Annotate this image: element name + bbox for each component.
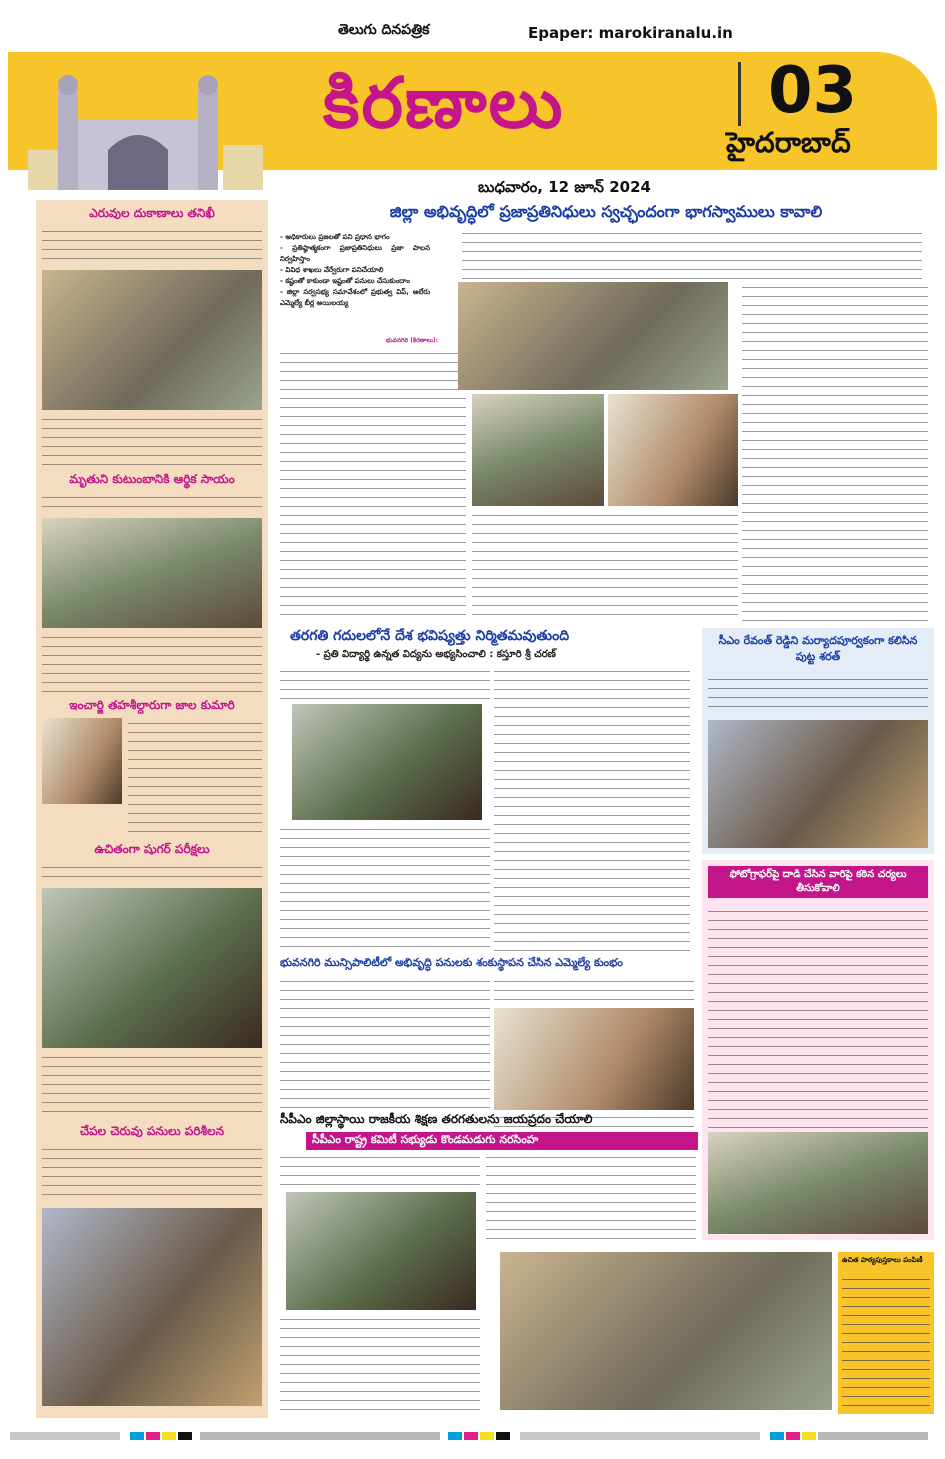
photo-anganwadi	[292, 704, 482, 820]
charminar-illustration	[28, 50, 268, 190]
photo-books-distribution	[500, 1252, 832, 1410]
bullet-item: - కష్టంతో కాకుండా ఇష్టంతో పనులు చేసుకుందాం	[280, 277, 410, 285]
left-column	[36, 200, 268, 1418]
article-text	[128, 718, 262, 838]
subhead-classroom: - ప్రతి విద్యార్థి ఉన్నత విద్యను అభ్యసించాలి : కస్తూరి శ్రీ చరణ్	[316, 649, 556, 660]
headline-fertilizer: ఎరువుల దుకాణాలు తనిఖీ	[89, 206, 215, 220]
paper-label: తెలుగు దినపత్రిక	[338, 22, 430, 38]
photo-meeting-stage	[458, 282, 728, 390]
issue-date: బుధవారం, 12 జూన్ 2024	[478, 178, 651, 196]
article-text	[280, 1314, 480, 1414]
bullet-item: - జిల్లా సర్వసభ్య సమావేశంలో ప్రభుత్వ విప్, ఆలేరు ఎమ్మెల్యే బీర్ల అయిలయ్య	[280, 288, 430, 307]
logo-wordmark: కిరణాలు	[323, 62, 565, 144]
article-text	[280, 666, 490, 700]
spacer	[434, 232, 448, 233]
epaper-url[interactable]: Epaper: marokiranalu.in	[528, 24, 733, 42]
article-text	[494, 666, 690, 952]
photo-revanth	[708, 720, 928, 848]
article-text	[280, 1152, 480, 1188]
article-text	[842, 1274, 930, 1408]
subhead-cpm: సీపీఎం రాష్ట్ర కమిటీ సభ్యుడు కొండమడుగు నరసింహ	[306, 1132, 698, 1150]
article-text	[462, 228, 922, 280]
headline-bhuvanagiri: భువనగిరి మున్సిపాలిటీలో అభివృద్ధి పనులకు శంకుస్థాపన చేసిన ఎమ్మెల్యే కుంభం	[280, 956, 623, 969]
bullet-item: - ప్రతిష్ఠాత్మకంగా ప్రజాప్రతినిధులు ప్రజా పాలన నిర్వహిస్తాం	[280, 244, 430, 263]
photo-family-aid	[42, 518, 262, 628]
sidebar-box-revanth	[702, 628, 934, 854]
main-column	[276, 200, 936, 1418]
article-text	[472, 510, 738, 622]
photo-meeting-audience	[608, 394, 738, 506]
headline-sugar-test: ఉచితంగా షుగర్ పరీక్షలు	[94, 842, 210, 856]
article-text	[280, 976, 490, 1110]
masthead-divider	[738, 62, 741, 126]
masthead	[8, 10, 937, 195]
article-text	[494, 976, 694, 1006]
headline-tahsildar: ఇంచార్జి తహశీల్దారుగా జాల కుమారి	[69, 698, 235, 712]
article-text	[742, 282, 928, 622]
edition-city: హైదరాబాద్	[726, 126, 851, 159]
headline-financial-aid: మృతుని కుటుంబానికి ఆర్థిక సాయం	[69, 472, 235, 486]
photo-sugar-test	[42, 888, 262, 1048]
article-text	[42, 632, 262, 694]
sidebar-box-textbooks	[838, 1252, 934, 1414]
photo-meeting-speaker	[472, 394, 604, 506]
photo-fertilizer-shop	[42, 270, 262, 410]
article-text	[42, 1144, 262, 1202]
photo-fish-pond	[42, 1208, 262, 1406]
photo-tahsildar	[42, 718, 122, 804]
photo-protest	[708, 1132, 928, 1234]
registration-bar	[0, 1426, 945, 1446]
article-text	[280, 348, 466, 620]
headline-cpm: సీపీఎం జిల్లాస్థాయి రాజకీయ శిక్షణ తరగతులను జయప్రదం చేయాలి	[280, 1112, 593, 1126]
article-text	[42, 862, 262, 884]
article-text	[42, 414, 262, 466]
article-text	[708, 906, 928, 1128]
article-text	[42, 492, 262, 514]
headline-classroom: తరగతి గదులలోనే దేశ భవిష్యత్తు నిర్మితమవుతుంది	[290, 628, 570, 644]
article-text	[486, 1152, 696, 1242]
bullet-item: - అధికారులు ప్రజలతో పని ప్రధాన భాగం	[280, 233, 390, 241]
photo-foundation	[494, 1008, 694, 1110]
bullet-item: - వివిధ శాఖలు వేర్వేరుగా పనిచేయాలి	[280, 266, 384, 274]
bullet-list	[280, 232, 430, 332]
headline-fish-pond: చేపల చెరువు పనులు పరిశీలన	[79, 1124, 224, 1138]
headline-revanth: సీఎం రేవంత్ రెడ్డిని మర్యాదపూర్వకంగా కలిసిన పుట్ట శరత్	[718, 634, 918, 663]
sidebar-box-photographer	[702, 860, 934, 1240]
dateline: భువనగిరి (కిరణాలు):	[386, 337, 439, 344]
article-text	[42, 1052, 262, 1118]
article-text	[280, 824, 490, 952]
photo-cpm-meeting	[286, 1192, 476, 1310]
page-number: 03	[768, 54, 858, 128]
headline-district-development: జిల్లా అభివృద్ధిలో ప్రజాప్రతినిధులు స్వచ్ఛందంగా భాగస్వాములు కావాలి	[389, 202, 823, 221]
headline-photographer: ఫోటోగ్రాఫర్‌పై దాడి చేసిన వారిపై కఠిన చర్యలు తీసుకోవాలి	[708, 866, 928, 898]
article-text	[42, 226, 262, 266]
article-text	[708, 674, 928, 714]
headline-textbooks: ఉచిత పాఠ్యపుస్తకాలు పంపిణీ	[842, 1256, 923, 1264]
